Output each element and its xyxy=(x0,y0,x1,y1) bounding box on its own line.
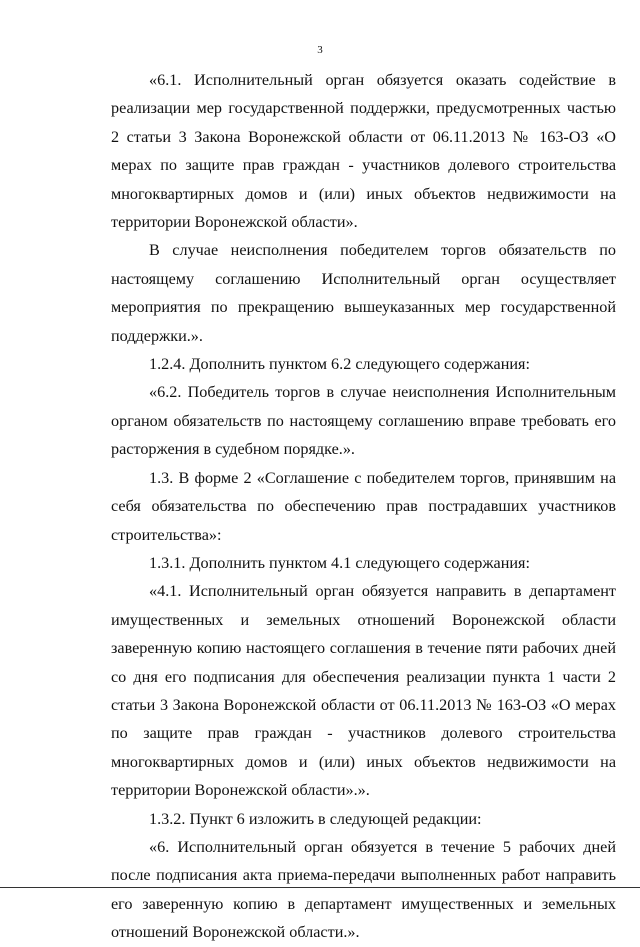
paragraph-4-1: «4.1. Исполнительный орган обязуется направить в департамент имущественных и земельных отношений Воронежской области заверенную копию настоящего соглашения в течение пяти рабочих дней со дня его подписания для обеспечения реализации пункта 1 части 2 статьи 3 Закона Воронежской области от 06.11.2013 № 163-ОЗ «О мерах по защите прав граждан - участников долевого строительства многоквартирных домов и (или) иных объектов недвижимости на территории Воронежской области».». xyxy=(111,582,616,800)
paragraph-1-2-4: 1.2.4. Дополнить пунктом 6.2 следующего содержания: xyxy=(149,355,530,374)
bottom-divider xyxy=(0,887,640,888)
paragraph-6-2: «6.2. Победитель торгов в случае неисполнения Исполнительным органом обязательств по настоящему соглашению вправе требовать его расторжения в судебном порядке.». xyxy=(111,383,616,459)
paragraph-1-3: 1.3. В форме 2 «Соглашение с победителем торгов, принявшим на себя обязательства по обеспечению прав пострадавших участников строительства»: xyxy=(111,468,616,544)
page-number: 3 xyxy=(317,44,323,56)
paragraph-1-3-2: 1.3.2. Пункт 6 изложить в следующей редакции: xyxy=(149,809,482,828)
paragraph-6: «6. Исполнительный орган обязуется в течение 5 рабочих дней после подписания акта приема-передачи выполненных работ направить его заверенную копию в департамент имущественных и земельных отношений Воронежской области.». xyxy=(111,837,616,942)
paragraph-6-1: «6.1. Исполнительный орган обязуется оказать содействие в реализации мер государственной поддержки, предусмотренных частью 2 статьи 3 Закона Воронежской области от 06.11.2013 № 163-ОЗ «О мерах по защите прав граждан - участников долевого строительства многоквартирных домов и (или) иных объектов недвижимости на территории Воронежской области». xyxy=(111,71,616,232)
document-body xyxy=(111,66,616,947)
paragraph-nonfulfillment: В случае неисполнения победителем торгов обязательств по настоящему соглашению Исполнительный орган осуществляет мероприятия по прекращению вышеуказанных мер государственной поддержки.». xyxy=(111,241,616,345)
paragraph-1-3-1: 1.3.1. Дополнить пунктом 4.1 следующего содержания: xyxy=(149,553,530,572)
